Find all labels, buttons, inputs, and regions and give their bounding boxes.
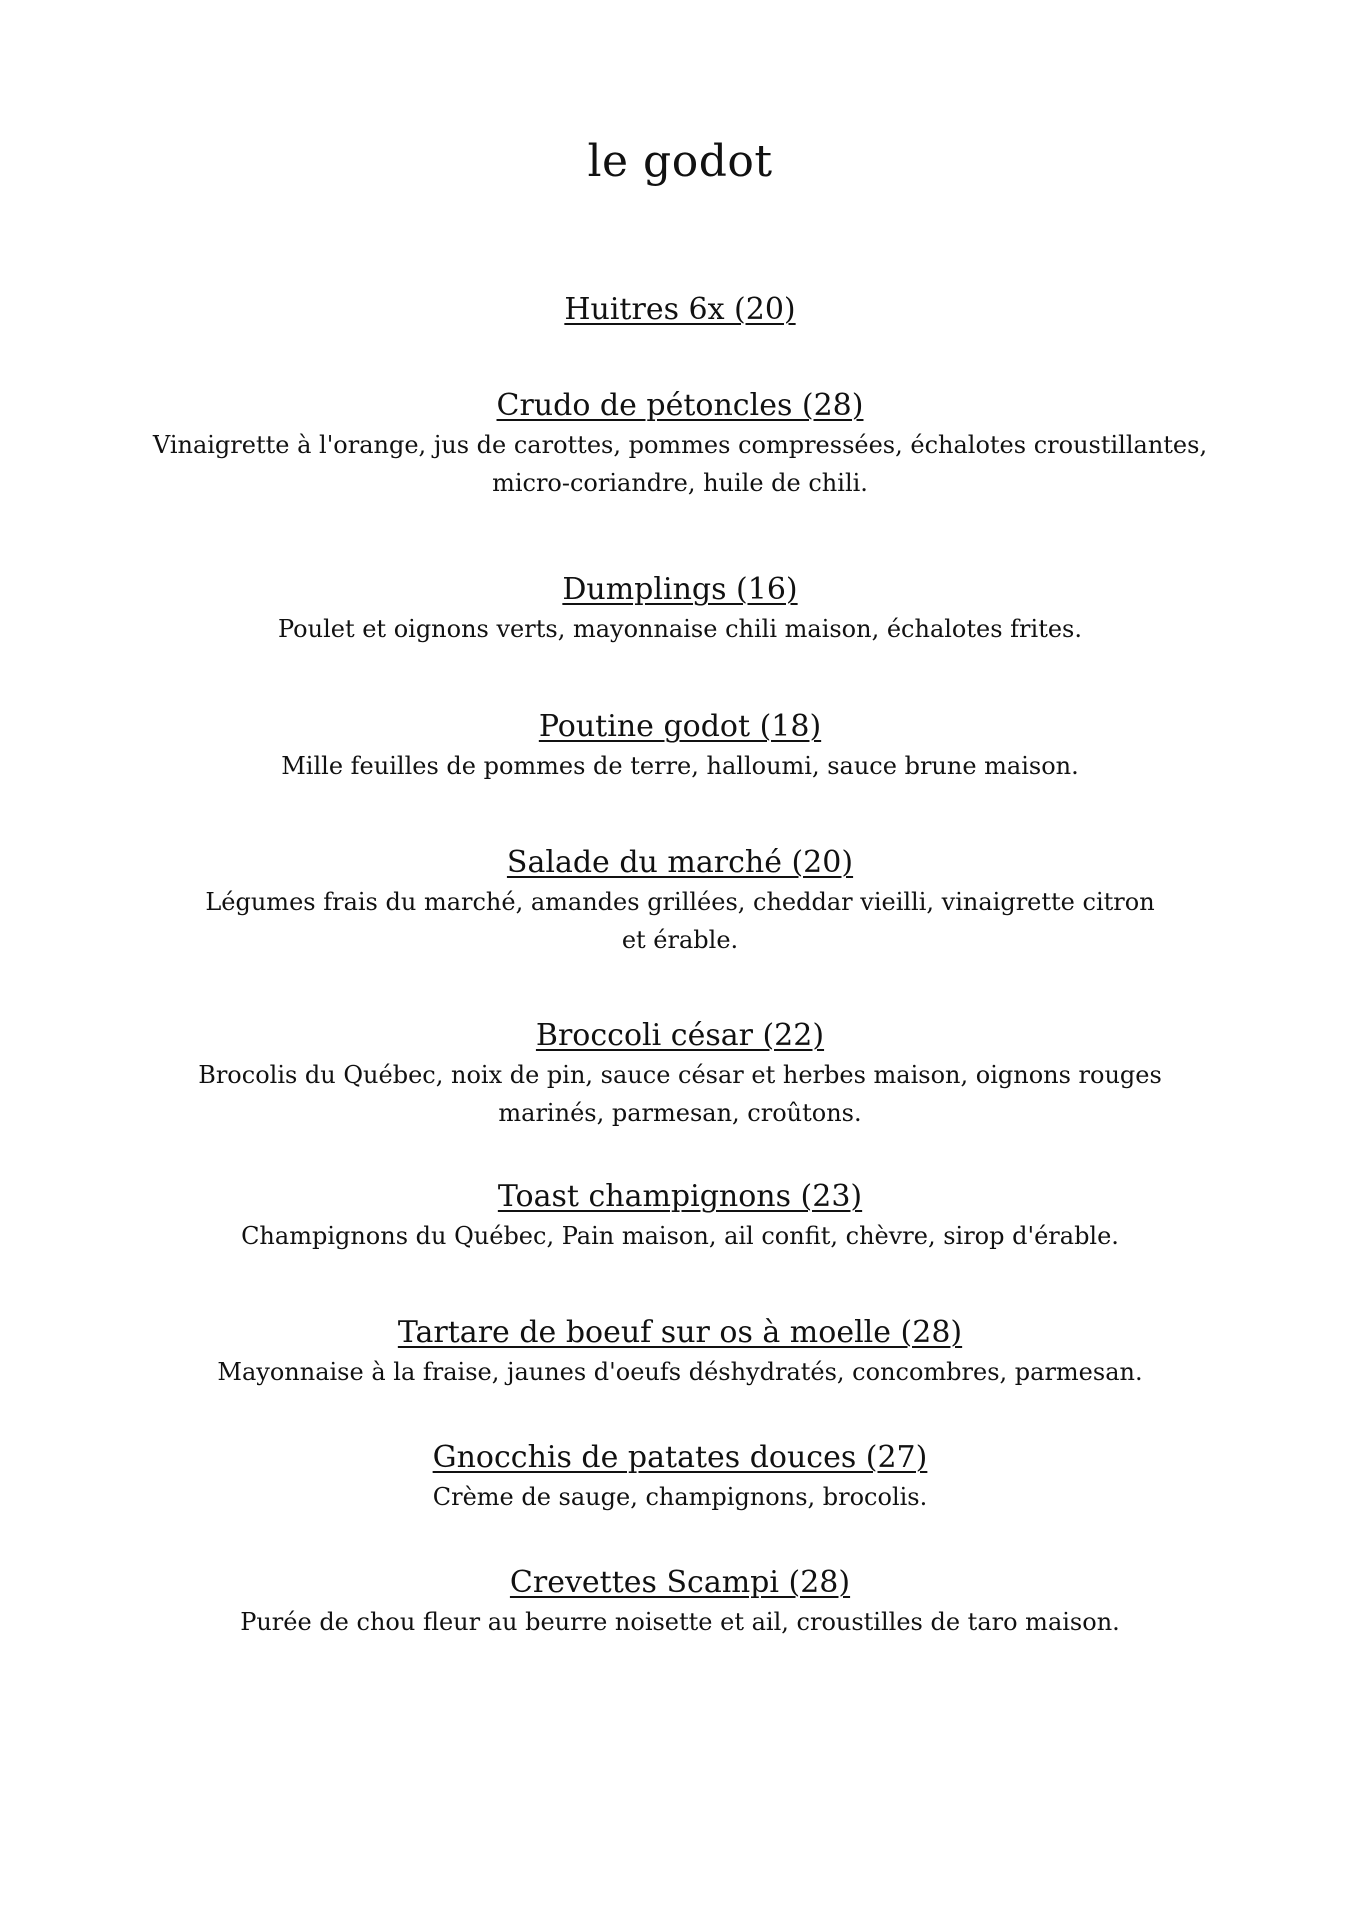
menu-item-description: Champignons du Québec, Pain maison, ail confit, chèvre, sirop d'érable. (241, 1222, 1119, 1250)
menu-item (130, 1563, 1230, 1641)
menu-item (130, 1016, 1230, 1132)
menu-item-description: Mayonnaise à la fraise, jaunes d'oeufs déshydratés, concombres, parmesan. (217, 1358, 1143, 1386)
menu-item-name: Crevettes Scampi (28) (509, 1565, 851, 1600)
menu-item-description: Mille feuilles de pommes de terre, halloumi, sauce brune maison. (281, 752, 1079, 780)
menu-item-name: Tartare de boeuf sur os à moelle (28) (397, 1315, 963, 1350)
menu-item-name: Crudo de pétoncles (28) (496, 388, 864, 423)
menu-item-name: Salade du marché (20) (506, 845, 854, 880)
menu-item (130, 386, 1230, 502)
menu-item-description: Crème de sauge, champignons, brocolis. (432, 1483, 928, 1511)
menu-item-description: Brocolis du Québec, noix de pin, sauce césar et herbes maison, oignons rouges marinés, parmesan, croûtons. (198, 1061, 1162, 1127)
menu-item-name: Toast champignons (23) (497, 1179, 863, 1214)
menu-item-description: Purée de chou fleur au beurre noisette et ail, croustilles de taro maison. (240, 1608, 1120, 1636)
menu-item-name: Dumplings (16) (562, 572, 798, 607)
menu-item-name: Poutine godot (18) (538, 709, 822, 744)
menu-item-name: Huitres 6x (20) (564, 292, 796, 327)
menu-item-description: Poulet et oignons verts, mayonnaise chili maison, échalotes frites. (277, 615, 1082, 643)
menu-item-description: Légumes frais du marché, amandes grillées, cheddar vieilli, vinaigrette citron et érable. (205, 888, 1155, 954)
menu-item (130, 1313, 1230, 1391)
menu-item-name: Broccoli césar (22) (535, 1018, 825, 1053)
restaurant-title: le godot (587, 136, 773, 187)
menu-item-name: Gnocchis de patates douces (27) (432, 1440, 928, 1475)
menu-item (130, 707, 1230, 785)
menu-item (130, 290, 1230, 330)
menu-item (130, 843, 1230, 959)
menu-item (130, 1177, 1230, 1255)
menu-item (130, 1438, 1230, 1516)
menu-item (130, 570, 1230, 648)
menu-item-description: Vinaigrette à l'orange, jus de carottes, pommes compressées, échalotes croustillantes, micro-coriandre, huile de chili. (152, 431, 1208, 497)
